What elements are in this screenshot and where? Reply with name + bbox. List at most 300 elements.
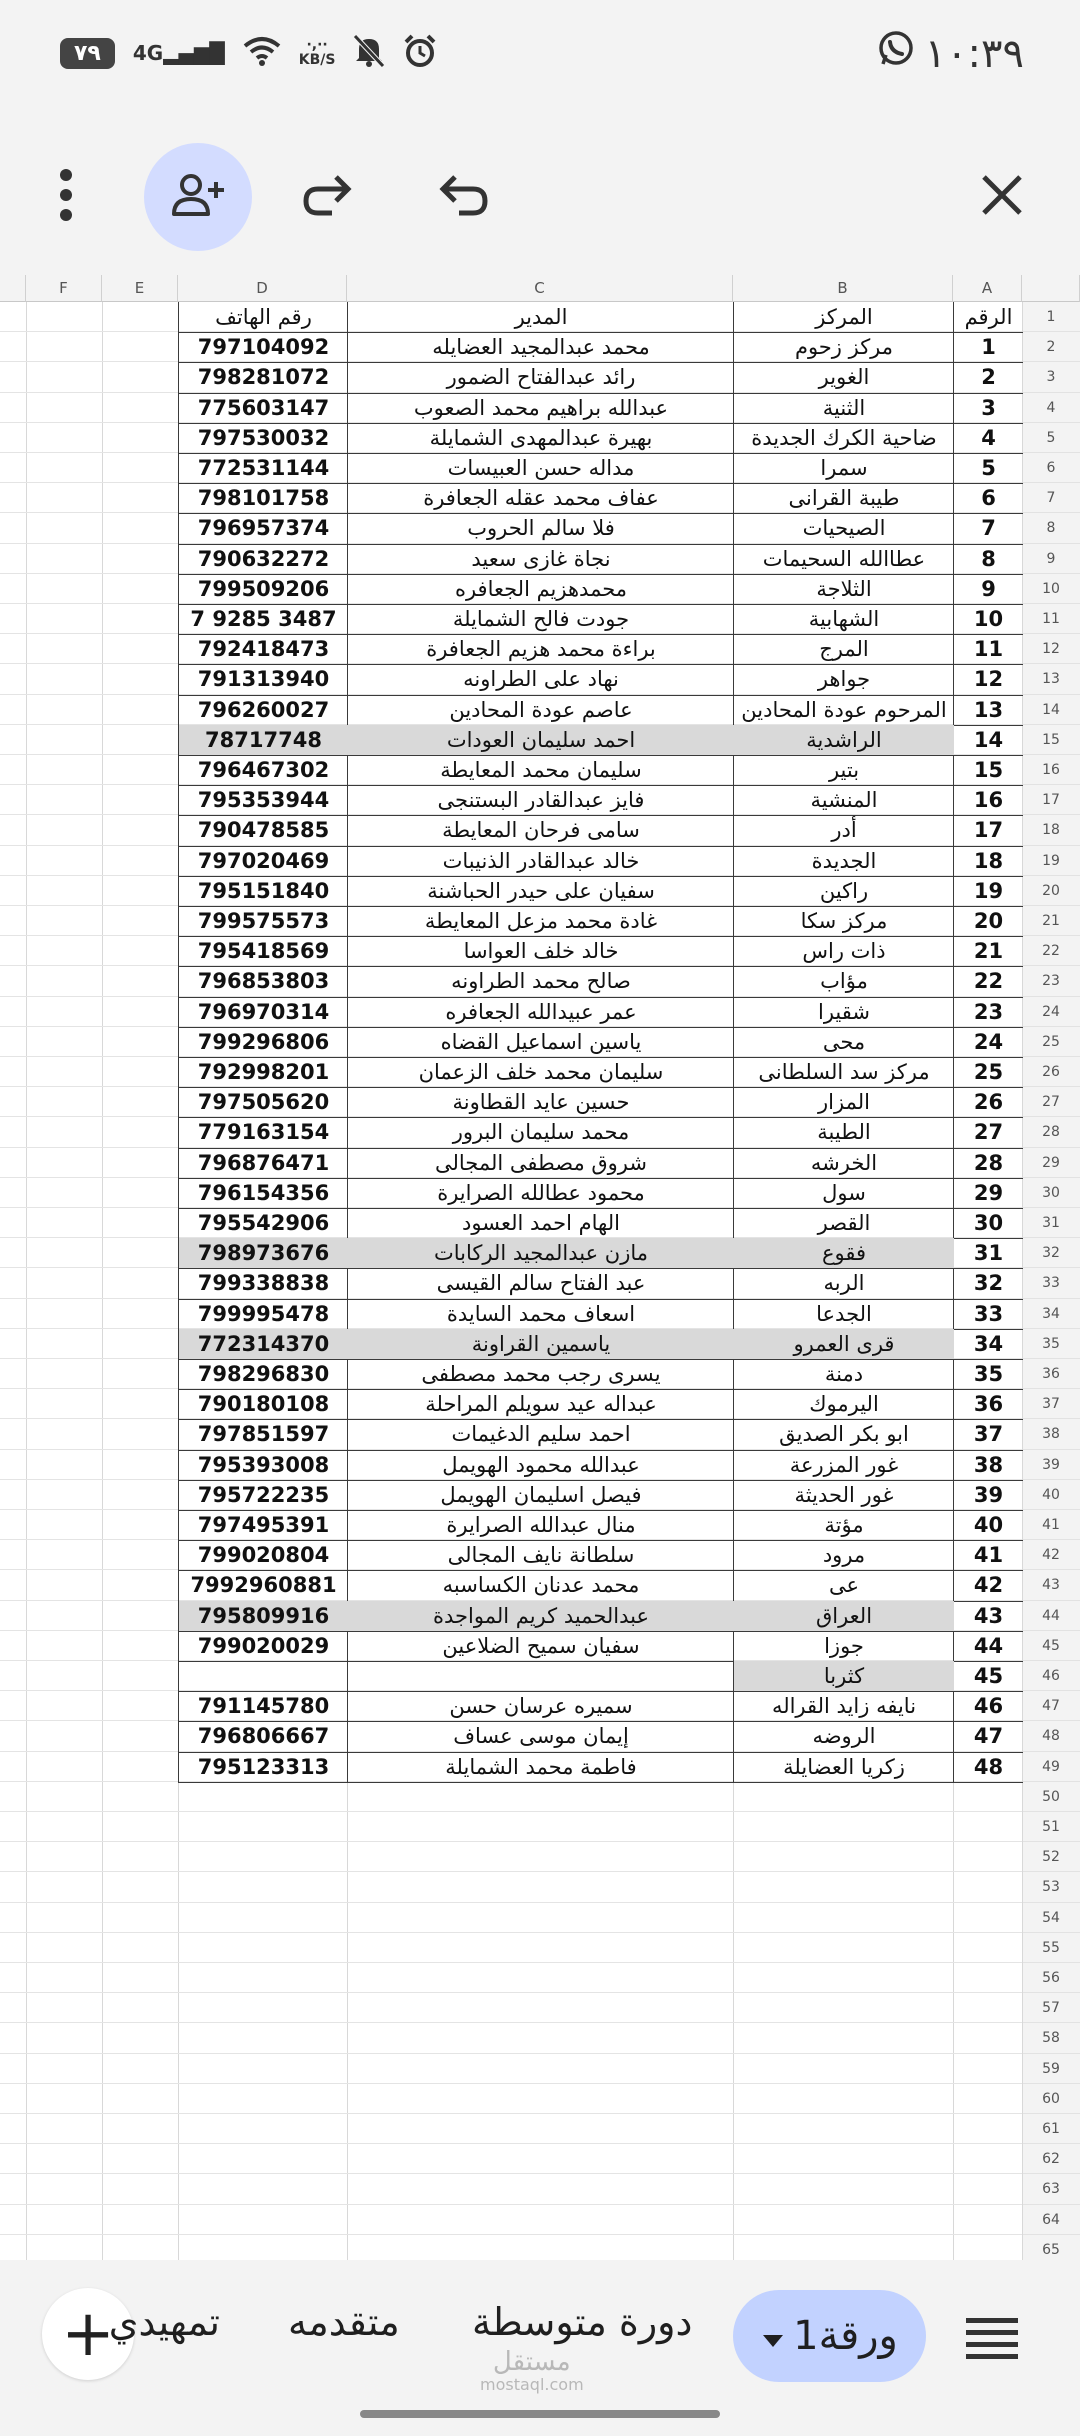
cell-num[interactable]: 13 — [953, 695, 1023, 726]
column-header-b[interactable]: B — [733, 275, 953, 302]
cell-num[interactable]: 42 — [953, 1570, 1023, 1601]
row-header[interactable]: 51 — [1022, 1812, 1080, 1842]
undo-button[interactable] — [408, 143, 516, 251]
cell-center[interactable]: جواهر — [733, 664, 954, 695]
cell-center[interactable]: الروضه — [733, 1721, 954, 1752]
cell-num[interactable]: 21 — [953, 936, 1023, 967]
cell-manager[interactable]: رائد عبدالفتاح الضمور — [347, 362, 734, 393]
header-cell-num[interactable]: الرقم — [953, 302, 1023, 333]
cell-center[interactable]: الطيبة — [733, 1117, 954, 1148]
row-header[interactable]: 62 — [1022, 2144, 1080, 2174]
row-header[interactable]: 53 — [1022, 1872, 1080, 1902]
column-header-d[interactable]: D — [178, 275, 347, 302]
cell-manager[interactable]: نهاد على الطراونه — [347, 664, 734, 695]
cell-manager[interactable]: عبدالحميد كريم المواجدة — [347, 1601, 734, 1632]
cell-phone[interactable]: 795123313 — [178, 1752, 348, 1783]
cell-manager[interactable]: نجاة غازى سعيد — [347, 544, 734, 575]
row-header[interactable]: 11 — [1022, 604, 1080, 634]
row-header[interactable]: 50 — [1022, 1782, 1080, 1812]
row-header[interactable]: 3 — [1022, 362, 1080, 392]
cell-center[interactable]: الشهابية — [733, 604, 954, 635]
row-header[interactable]: 40 — [1022, 1480, 1080, 1510]
row-header[interactable]: 19 — [1022, 846, 1080, 876]
menu-icon — [966, 2345, 1018, 2364]
row-header[interactable]: 65 — [1022, 2235, 1080, 2265]
battery-indicator: ٧٩ — [60, 38, 115, 69]
cell-manager[interactable]: سلطانة نايف المجالى — [347, 1540, 734, 1571]
cell-center[interactable]: قرى العمرو — [733, 1329, 954, 1360]
row-header[interactable]: 45 — [1022, 1631, 1080, 1661]
cell-num[interactable]: 5 — [953, 453, 1023, 484]
header-cell-phone[interactable]: رقم الهاتف — [178, 302, 348, 333]
cell-phone[interactable]: 799020029 — [178, 1631, 348, 1662]
cell-center[interactable]: جوزا — [733, 1631, 954, 1662]
cell-num[interactable]: 28 — [953, 1148, 1023, 1179]
cell-center[interactable]: مركز سكا — [733, 906, 954, 937]
cell-manager[interactable]: عبد الفتاح سالم القيسى — [347, 1268, 734, 1299]
column-header-c[interactable]: C — [347, 275, 733, 302]
cell-center[interactable]: مرود — [733, 1540, 954, 1571]
cell-phone[interactable]: 797020469 — [178, 846, 348, 877]
row-header[interactable]: 22 — [1022, 936, 1080, 966]
cell-phone[interactable]: 795809916 — [178, 1601, 348, 1632]
row-header[interactable]: 24 — [1022, 997, 1080, 1027]
cell-num[interactable]: 34 — [953, 1329, 1023, 1360]
cell-center[interactable]: الثلاجة — [733, 574, 954, 605]
cell-manager[interactable]: محمدهزيم الجعافره — [347, 574, 734, 605]
cell-manager[interactable]: خالد عبدالقادر الذنيبات — [347, 846, 734, 877]
cell-num[interactable]: 48 — [953, 1752, 1023, 1783]
cell-num[interactable]: 44 — [953, 1631, 1023, 1662]
cell-phone[interactable]: 797495391 — [178, 1510, 348, 1541]
row-header[interactable]: 9 — [1022, 544, 1080, 574]
row-header[interactable]: 54 — [1022, 1903, 1080, 1933]
header-cell-center[interactable]: المركز — [733, 302, 954, 333]
row-header[interactable]: 28 — [1022, 1117, 1080, 1147]
cell-num[interactable]: 27 — [953, 1117, 1023, 1148]
sheet-tab-2[interactable]: متقدمه — [288, 2300, 400, 2344]
cell-manager[interactable]: ياسين اسماعيل القضاه — [347, 1027, 734, 1058]
cell-manager[interactable]: بهيرة عبدالمهدى الشمايلة — [347, 423, 734, 454]
row-header[interactable]: 56 — [1022, 1963, 1080, 1993]
row-header[interactable]: 14 — [1022, 695, 1080, 725]
sheet-tab-bar — [0, 2260, 1080, 2436]
cell-num[interactable]: 25 — [953, 1057, 1023, 1088]
cell-num[interactable]: 47 — [953, 1721, 1023, 1752]
cell-phone[interactable]: 799509206 — [178, 574, 348, 605]
row-header[interactable]: 4 — [1022, 393, 1080, 423]
cell-num[interactable]: 40 — [953, 1510, 1023, 1541]
row-header[interactable]: 36 — [1022, 1359, 1080, 1389]
alarm-icon — [403, 34, 437, 72]
row-header[interactable]: 18 — [1022, 815, 1080, 845]
row-header[interactable]: 13 — [1022, 664, 1080, 694]
cell-num[interactable]: 26 — [953, 1087, 1023, 1118]
cell-phone[interactable]: 795353944 — [178, 785, 348, 816]
cell-phone[interactable]: 795151840 — [178, 876, 348, 907]
row-header[interactable]: 25 — [1022, 1027, 1080, 1057]
cell-phone[interactable]: 799020804 — [178, 1540, 348, 1571]
row-header[interactable]: 37 — [1022, 1389, 1080, 1419]
cell-center[interactable]: الربه — [733, 1268, 954, 1299]
cell-num[interactable]: 3 — [953, 393, 1023, 424]
row-header[interactable]: 32 — [1022, 1238, 1080, 1268]
cell-center[interactable]: المنشية — [733, 785, 954, 816]
cell-manager[interactable]: فايز عبدالقادر البستنجى — [347, 785, 734, 816]
cell-center[interactable]: القصر — [733, 1208, 954, 1239]
cell-manager[interactable]: سفيان على حيدر الحباشنة — [347, 876, 734, 907]
cell-num[interactable]: 38 — [953, 1450, 1023, 1481]
row-header[interactable]: 1 — [1022, 302, 1080, 332]
cell-phone[interactable]: 796260027 — [178, 695, 348, 726]
cell-phone[interactable]: 796853803 — [178, 966, 348, 997]
redo-button[interactable] — [275, 143, 383, 251]
cell-phone[interactable]: 798973676 — [178, 1238, 348, 1269]
cell-phone[interactable]: 796876471 — [178, 1148, 348, 1179]
cell-phone[interactable]: 775603147 — [178, 393, 348, 424]
row-header[interactable]: 59 — [1022, 2054, 1080, 2084]
row-header[interactable]: 39 — [1022, 1450, 1080, 1480]
cell-center[interactable]: فقوع — [733, 1238, 954, 1269]
cell-num[interactable]: 29 — [953, 1178, 1023, 1209]
cell-phone[interactable]: 799296806 — [178, 1027, 348, 1058]
cell-center[interactable]: الجدعا — [733, 1299, 954, 1330]
row-header[interactable]: 41 — [1022, 1510, 1080, 1540]
cell-num[interactable]: 11 — [953, 634, 1023, 665]
cell-phone[interactable]: 772531144 — [178, 453, 348, 484]
row-header[interactable]: 35 — [1022, 1329, 1080, 1359]
cell-center[interactable]: مركز سد السلطانى — [733, 1057, 954, 1088]
cell-num[interactable]: 41 — [953, 1540, 1023, 1571]
cell-manager[interactable]: فلا سالم الحروب — [347, 513, 734, 544]
cell-center[interactable]: الثنية — [733, 393, 954, 424]
spreadsheet-grid[interactable] — [0, 275, 1080, 2260]
cell-center[interactable]: غور الحديثة — [733, 1480, 954, 1511]
cell-phone[interactable]: 798101758 — [178, 483, 348, 514]
cell-phone[interactable]: 796957374 — [178, 513, 348, 544]
cell-center[interactable]: الراشدية — [733, 725, 954, 756]
cell-manager[interactable]: شروق مصطفى المجالى — [347, 1148, 734, 1179]
row-header[interactable]: 15 — [1022, 725, 1080, 755]
share-add-person-button[interactable] — [144, 143, 252, 251]
row-header[interactable]: 29 — [1022, 1148, 1080, 1178]
cell-center[interactable]: محى — [733, 1027, 954, 1058]
cell-num[interactable]: 7 — [953, 513, 1023, 544]
cell-center[interactable]: عطاالله السحيمات — [733, 544, 954, 575]
cell-phone[interactable]: 78717748 — [178, 725, 348, 756]
cell-center[interactable]: نايفه زايد القراله — [733, 1691, 954, 1722]
cell-center[interactable]: أدر — [733, 815, 954, 846]
cell-center[interactable]: مؤاب — [733, 966, 954, 997]
cell-num[interactable]: 8 — [953, 544, 1023, 575]
row-header[interactable]: 2 — [1022, 332, 1080, 362]
cell-phone[interactable]: 799995478 — [178, 1299, 348, 1330]
header-cell-manager[interactable]: المدير — [347, 302, 734, 333]
sheet-tab-3[interactable]: تمهيدي — [108, 2300, 220, 2344]
row-header[interactable]: 12 — [1022, 634, 1080, 664]
cell-center[interactable]: سمرا — [733, 453, 954, 484]
grid-row-line — [0, 2144, 1022, 2174]
cell-num[interactable]: 39 — [953, 1480, 1023, 1511]
row-header[interactable]: 43 — [1022, 1570, 1080, 1600]
cell-manager[interactable]: منال عبدالله الصرايرة — [347, 1510, 734, 1541]
cell-center[interactable]: عى — [733, 1570, 954, 1601]
cell-num[interactable]: 18 — [953, 846, 1023, 877]
signal-bars-icon: ▂▄▆█ — [163, 41, 225, 65]
cell-manager[interactable]: فاطمة محمد الشمايلة — [347, 1752, 734, 1783]
cell-manager[interactable]: سفيان سميح الضلاعين — [347, 1631, 734, 1662]
cell-center[interactable]: المزار — [733, 1087, 954, 1118]
cell-manager[interactable]: سميره عرسان حسن — [347, 1691, 734, 1722]
cell-center[interactable]: كثربا — [733, 1661, 954, 1692]
row-header[interactable]: 30 — [1022, 1178, 1080, 1208]
row-header[interactable]: 20 — [1022, 876, 1080, 906]
row-header[interactable]: 57 — [1022, 1993, 1080, 2023]
cell-manager[interactable]: اسعاف محمد السايدة — [347, 1299, 734, 1330]
cell-manager[interactable]: احمد سليمان العودات — [347, 725, 734, 756]
cell-center[interactable]: بتير — [733, 755, 954, 786]
cell-manager[interactable]: خالد خلف العواسا — [347, 936, 734, 967]
cell-center[interactable]: طيبة القرانى — [733, 483, 954, 514]
cell-phone[interactable]: 798296830 — [178, 1359, 348, 1390]
cell-num[interactable]: 36 — [953, 1389, 1023, 1420]
row-header[interactable]: 48 — [1022, 1721, 1080, 1751]
close-icon — [980, 173, 1024, 221]
cell-manager[interactable]: صالح محمد الطراونه — [347, 966, 734, 997]
row-header[interactable]: 10 — [1022, 574, 1080, 604]
cell-num[interactable]: 14 — [953, 725, 1023, 756]
cell-phone[interactable]: 796154356 — [178, 1178, 348, 1209]
row-header[interactable]: 46 — [1022, 1661, 1080, 1691]
cell-center[interactable]: الصيحيات — [733, 513, 954, 544]
cell-center[interactable]: ابو بكر الصديق — [733, 1419, 954, 1450]
cell-num[interactable]: 32 — [953, 1268, 1023, 1299]
more-options-icon — [56, 167, 76, 227]
status-bar — [0, 0, 1080, 115]
select-all-corner[interactable] — [1022, 275, 1080, 302]
cell-num[interactable]: 31 — [953, 1238, 1023, 1269]
cell-num[interactable]: 19 — [953, 876, 1023, 907]
cell-num[interactable]: 30 — [953, 1208, 1023, 1239]
cell-center[interactable]: سول — [733, 1178, 954, 1209]
grid-row-line — [0, 1872, 1022, 1902]
row-header[interactable]: 17 — [1022, 785, 1080, 815]
grid-row-line — [0, 1782, 1022, 1812]
cell-center[interactable]: اليرموك — [733, 1389, 954, 1420]
row-header[interactable]: 26 — [1022, 1057, 1080, 1087]
cell-manager[interactable]: عبداله عيد سويلم المراحلة — [347, 1389, 734, 1420]
column-header-e[interactable]: E — [102, 275, 178, 302]
cell-phone[interactable]: 795542906 — [178, 1208, 348, 1239]
row-header[interactable]: 61 — [1022, 2114, 1080, 2144]
network-type: 4G — [132, 41, 164, 65]
cell-center[interactable]: ذات راس — [733, 936, 954, 967]
row-header[interactable]: 64 — [1022, 2205, 1080, 2235]
cell-manager[interactable]: ياسمين القراونة — [347, 1329, 734, 1360]
cell-center[interactable]: شقيرا — [733, 997, 954, 1028]
cell-manager[interactable]: محمود عطالله الصرايرة — [347, 1178, 734, 1209]
cell-num[interactable]: 10 — [953, 604, 1023, 635]
cell-phone[interactable]: 779163154 — [178, 1117, 348, 1148]
cell-center[interactable]: دمنة — [733, 1359, 954, 1390]
grid-row-line — [0, 1993, 1022, 2023]
cell-manager[interactable]: غادة محمد مزعل المعايطة — [347, 906, 734, 937]
cell-phone[interactable]: 797505620 — [178, 1087, 348, 1118]
row-header[interactable]: 6 — [1022, 453, 1080, 483]
row-header[interactable]: 27 — [1022, 1087, 1080, 1117]
cell-num[interactable]: 43 — [953, 1601, 1023, 1632]
cell-phone[interactable]: 7992960881 — [178, 1570, 348, 1601]
cell-num[interactable]: 15 — [953, 755, 1023, 786]
cell-phone[interactable]: 790632272 — [178, 544, 348, 575]
row-header[interactable]: 44 — [1022, 1601, 1080, 1631]
row-header[interactable]: 5 — [1022, 423, 1080, 453]
cell-manager[interactable]: محمد سليمان البرور — [347, 1117, 734, 1148]
cell-num[interactable]: 16 — [953, 785, 1023, 816]
row-header[interactable]: 38 — [1022, 1419, 1080, 1449]
cell-manager[interactable]: سليمان محمد المعايطة — [347, 755, 734, 786]
cell-num[interactable]: 24 — [953, 1027, 1023, 1058]
cell-phone[interactable]: 795393008 — [178, 1450, 348, 1481]
cell-manager[interactable]: محمد عدنان الكساسبه — [347, 1570, 734, 1601]
row-header[interactable]: 23 — [1022, 966, 1080, 996]
cell-phone[interactable]: 772314370 — [178, 1329, 348, 1360]
cell-num[interactable]: 17 — [953, 815, 1023, 846]
cell-num[interactable]: 45 — [953, 1661, 1023, 1692]
cell-phone[interactable]: 7 9285 3487 — [178, 604, 348, 635]
cell-manager[interactable]: سليمان محمد خلف الزعمان — [347, 1057, 734, 1088]
cell-manager[interactable]: فيصل اسليمان الهويمل — [347, 1480, 734, 1511]
row-header[interactable]: 42 — [1022, 1540, 1080, 1570]
column-header-partial — [0, 275, 26, 302]
cell-manager[interactable]: الهام احمد العسود — [347, 1208, 734, 1239]
cell-manager[interactable]: مازن عبدالمجيد الركابات — [347, 1238, 734, 1269]
cell-phone[interactable]: 795418569 — [178, 936, 348, 967]
cell-num[interactable]: 37 — [953, 1419, 1023, 1450]
cell-phone[interactable]: 799575573 — [178, 906, 348, 937]
cell-center[interactable]: العراق — [733, 1601, 954, 1632]
cell-manager[interactable]: عاصم عودة المحادين — [347, 695, 734, 726]
cell-manager[interactable]: براءة محمد هزيم الجعافرة — [347, 634, 734, 665]
cell-center[interactable]: ضاحية الكرك الجديدة — [733, 423, 954, 454]
cell-phone[interactable]: 797530032 — [178, 423, 348, 454]
cell-manager[interactable]: احمد سليم الدغيمات — [347, 1419, 734, 1450]
cell-center[interactable]: راكين — [733, 876, 954, 907]
grid-row-line — [0, 2023, 1022, 2053]
cell-num[interactable]: 46 — [953, 1691, 1023, 1722]
cell-num[interactable]: 22 — [953, 966, 1023, 997]
cell-phone[interactable]: 791313940 — [178, 664, 348, 695]
column-header-f[interactable]: F — [26, 275, 102, 302]
cell-center[interactable]: غور المزرعة — [733, 1450, 954, 1481]
cell-num[interactable]: 1 — [953, 332, 1023, 363]
cell-manager[interactable]: إيمان موسى عساف — [347, 1721, 734, 1752]
editor-toolbar — [0, 115, 1080, 275]
row-header[interactable]: 16 — [1022, 755, 1080, 785]
network-speed — [299, 38, 336, 68]
grid-row-line — [0, 2084, 1022, 2114]
row-header[interactable]: 60 — [1022, 2084, 1080, 2114]
cell-center[interactable]: مؤتة — [733, 1510, 954, 1541]
row-header[interactable]: 49 — [1022, 1752, 1080, 1782]
cell-num[interactable]: 9 — [953, 574, 1023, 605]
cell-phone[interactable] — [178, 1661, 348, 1692]
cell-manager[interactable]: جودت فالح الشمايلة — [347, 604, 734, 635]
row-header[interactable]: 21 — [1022, 906, 1080, 936]
close-button[interactable] — [948, 143, 1056, 251]
cell-phone[interactable]: 795722235 — [178, 1480, 348, 1511]
cell-center[interactable]: الجديدة — [733, 846, 954, 877]
row-header[interactable]: 34 — [1022, 1299, 1080, 1329]
sheet-tab-1[interactable]: دورة متوسطة — [472, 2300, 693, 2344]
cell-num[interactable]: 6 — [953, 483, 1023, 514]
cell-phone[interactable]: 797104092 — [178, 332, 348, 363]
cell-phone[interactable]: 797851597 — [178, 1419, 348, 1450]
cell-phone[interactable]: 796467302 — [178, 755, 348, 786]
cell-center[interactable]: المرج — [733, 634, 954, 665]
cell-phone[interactable]: 798281072 — [178, 362, 348, 393]
row-header[interactable]: 63 — [1022, 2174, 1080, 2204]
sheet-list-button[interactable] — [966, 2316, 1018, 2364]
cell-manager[interactable]: عبدالله براهيم محمد الصعوب — [347, 393, 734, 424]
row-header[interactable]: 7 — [1022, 483, 1080, 513]
cell-center[interactable]: زكريا العضايلة — [733, 1752, 954, 1783]
cell-manager[interactable]: سامى فرحان المعايطة — [347, 815, 734, 846]
cell-num[interactable]: 20 — [953, 906, 1023, 937]
network-signal — [133, 41, 225, 65]
cell-phone[interactable]: 796806667 — [178, 1721, 348, 1752]
cell-phone[interactable]: 792998201 — [178, 1057, 348, 1088]
row-header[interactable]: 8 — [1022, 513, 1080, 543]
cell-phone[interactable]: 796970314 — [178, 997, 348, 1028]
cell-center[interactable]: الخرشه — [733, 1148, 954, 1179]
row-header[interactable]: 58 — [1022, 2023, 1080, 2053]
column-header-a[interactable]: A — [953, 275, 1022, 302]
cell-num[interactable]: 33 — [953, 1299, 1023, 1330]
home-gesture-bar[interactable] — [360, 2410, 720, 2418]
row-header[interactable]: 31 — [1022, 1208, 1080, 1238]
cell-manager[interactable]: عمر عبيدالله الجعافره — [347, 997, 734, 1028]
cell-num[interactable]: 4 — [953, 423, 1023, 454]
cell-phone[interactable]: 790180108 — [178, 1389, 348, 1420]
cell-center[interactable]: المرحوم عودة المحادين — [733, 695, 954, 726]
cell-manager[interactable]: حسين عايد القطاونة — [347, 1087, 734, 1118]
row-header[interactable]: 55 — [1022, 1933, 1080, 1963]
cell-manager[interactable]: محمد عبدالمجيد العضايله — [347, 332, 734, 363]
row-header[interactable]: 52 — [1022, 1842, 1080, 1872]
cell-center[interactable]: الغوير — [733, 362, 954, 393]
cell-manager[interactable]: مداله حسن العبيسات — [347, 453, 734, 484]
cell-phone[interactable]: 792418473 — [178, 634, 348, 665]
active-sheet-tab[interactable] — [733, 2290, 926, 2382]
cell-phone[interactable]: 799338838 — [178, 1268, 348, 1299]
cell-num[interactable]: 23 — [953, 997, 1023, 1028]
cell-phone[interactable]: 790478585 — [178, 815, 348, 846]
cell-phone[interactable]: 791145780 — [178, 1691, 348, 1722]
row-header[interactable]: 33 — [1022, 1268, 1080, 1298]
cell-manager[interactable]: عفاف محمد عقله الجعافرة — [347, 483, 734, 514]
cell-center[interactable]: مركز زحوم — [733, 332, 954, 363]
cell-manager[interactable]: عبدالله محمود الهويمل — [347, 1450, 734, 1481]
row-header[interactable]: 47 — [1022, 1691, 1080, 1721]
cell-manager[interactable]: يسرى رجب محمد مصطفى — [347, 1359, 734, 1390]
cell-num[interactable]: 35 — [953, 1359, 1023, 1390]
cell-manager[interactable] — [347, 1661, 734, 1692]
cell-num[interactable]: 2 — [953, 362, 1023, 393]
grid-row-line — [0, 1963, 1022, 1993]
cell-num[interactable]: 12 — [953, 664, 1023, 695]
more-options-button[interactable] — [12, 143, 120, 251]
